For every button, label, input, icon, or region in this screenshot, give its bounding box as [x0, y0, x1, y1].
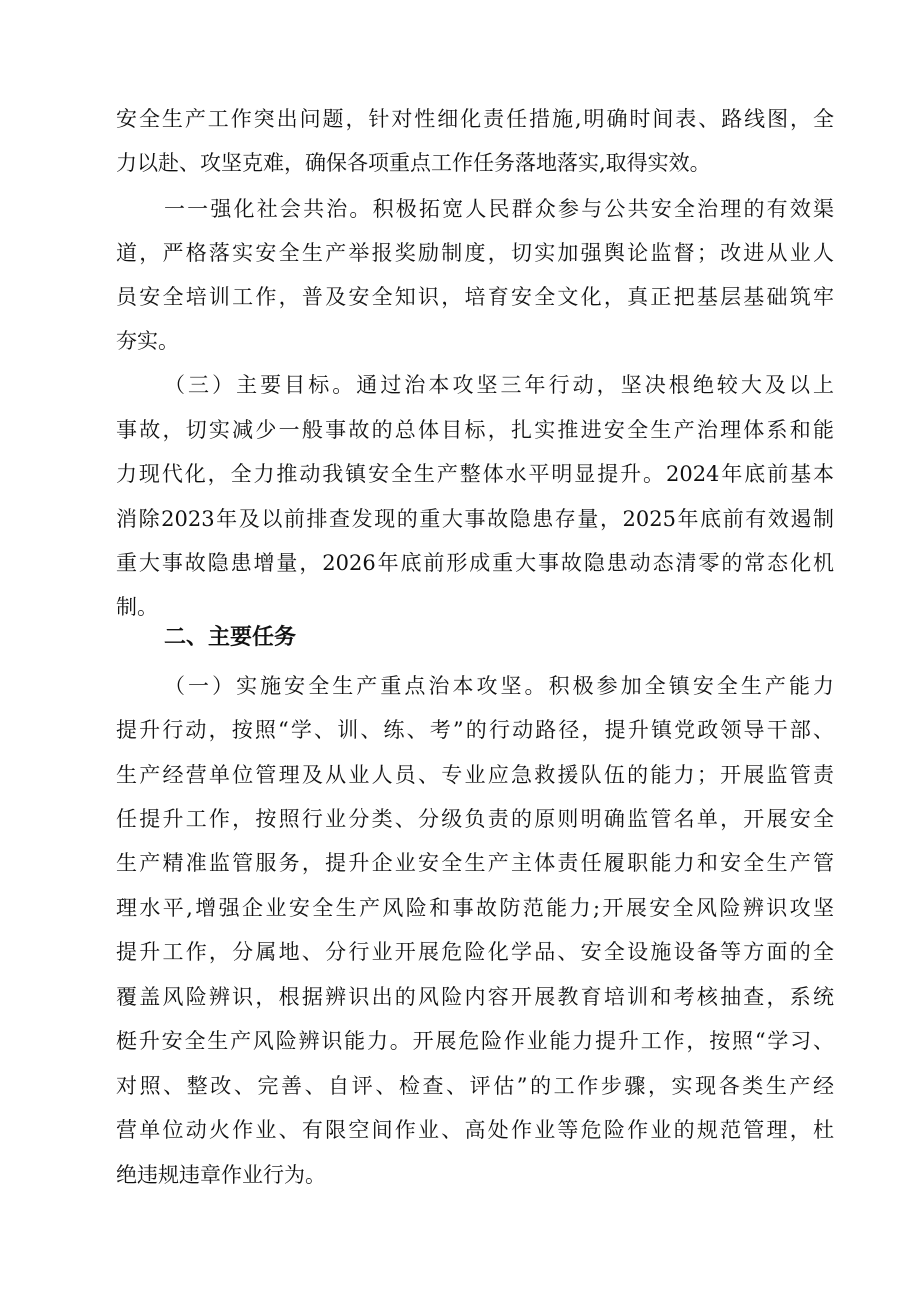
section-line-1: （一）实施安全生产重点治本攻坚。积极参加全镇安全生产能力 — [164, 674, 834, 698]
paragraph-1-line-1: 安全生产工作突出问题，针对性细化责任措施,明确时间表、路线图，全 — [116, 107, 834, 131]
paragraph-3-line-4: 消除2023年及以前排查发现的重大事故隐患存量，2025年底前有效遏制 — [116, 507, 834, 531]
section-line-12: 绝违规违章作业行为。 — [116, 1163, 326, 1187]
section-line-6: 理水平,增强企业安全生产风险和事故防范能力;开展安全风险辨识攻坚 — [116, 896, 834, 920]
paragraph-2-line-4: 夯实。 — [116, 329, 179, 353]
section-line-2: 提升行动，按照“学、训、练、考”的行动路径，提升镇党政领导干部、 — [116, 718, 834, 742]
section-line-3: 生产经营单位管理及从业人员、专业应急救援队伍的能力；开展监管责 — [116, 763, 834, 787]
paragraph-2-line-1: 一一强化社会共治。积极拓宽人民群众参与公共安全治理的有效渠 — [164, 197, 834, 221]
section-heading: 二、主要任务 — [164, 625, 297, 650]
paragraph-3-line-5: 重大事故隐患增量，2026年底前形成重大事故隐患动态清零的常态化机 — [116, 551, 834, 575]
section-line-11: 营单位动火作业、有限空间作业、高处作业等危险作业的规范管理，杜 — [116, 1118, 834, 1142]
section-line-9: 梃升安全生产风险辨识能力。开展危险作业能力提升工作，按照“学习、 — [116, 1029, 834, 1053]
section-line-5: 生产精准监管服务，提升企业安全生产主体责任履职能力和安全生产管 — [116, 851, 834, 875]
section-line-7: 提升工作，分属地、分行业开展危险化学品、安全设施设备等方面的全 — [116, 940, 834, 964]
paragraph-1-line-2: 力以赴、攻坚克难，确保各项重点工作任务落地落实,取得实效。 — [116, 151, 711, 175]
paragraph-2-line-3: 员安全培训工作，普及安全知识，培育安全文化，真正把基层基础筑牢 — [116, 285, 834, 309]
section-line-4: 任提升工作，按照行业分类、分级负责的原则明确监管名单，开展安全 — [116, 807, 834, 831]
section-line-8: 覆盖风险辨识，根据辨识出的风险内容开展教育培训和考核抽查，系统 — [116, 985, 834, 1009]
paragraph-3-line-3: 力现代化，全力推动我镇安全生产整体水平明显提升。2024年底前基本 — [116, 462, 834, 486]
section-line-10: 对照、整改、完善、自评、检查、评估”的工作步骤，实现各类生产经 — [116, 1074, 834, 1098]
paragraph-3-line-2: 事故，切实减少一般事故的总体目标，扎实推进安全生产治理体系和能 — [116, 418, 834, 442]
paragraph-3-line-6: 制。 — [116, 595, 158, 619]
paragraph-2-line-2: 道，严格落实安全生产举报奖励制度，切实加强舆论监督；改进从业人 — [116, 241, 834, 265]
paragraph-3-line-1: （三）主要目标。通过治本攻坚三年行动，坚决根绝较大及以上 — [164, 373, 834, 397]
